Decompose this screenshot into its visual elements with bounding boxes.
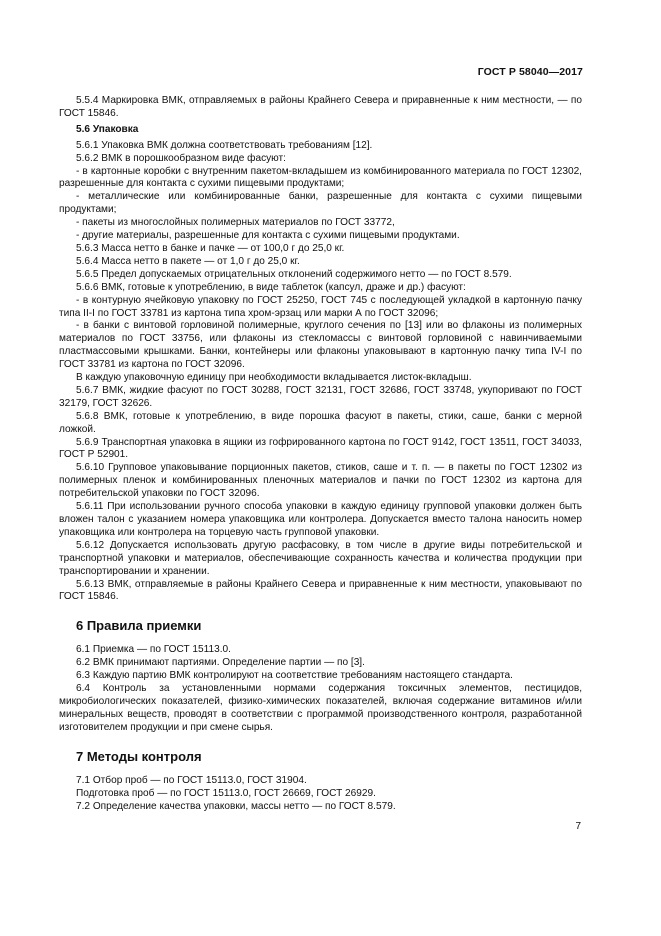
paragraph-5-5-4: 5.5.4 Маркировка ВМК, отправляемых в районы Крайнего Севера и приравненные к ним местности, — по ГОСТ 15846. (59, 95, 582, 119)
paragraph-7-1: 7.1 Отбор проб — по ГОСТ 15113.0, ГОСТ 31904. (76, 774, 307, 786)
paragraph-6-2: 6.2 ВМК принимают партиями. Определение партии — по [3]. (76, 657, 365, 669)
paragraph-5-6-11: 5.6.11 При использовании ручного способа упаковки в каждую единицу групповой упаковки должен быть вложен талон с указанием номера упаковщика или контролера. Допускается вместо талона наносить номер упаковщика или контролера на торцевую часть групповой упаковки. (59, 501, 582, 538)
list-item: - в контурную ячейковую упаковку по ГОСТ 25250, ГОСТ 745 с последующей укладкой в картонную пачку типа II-I по ГОСТ 33781 из картона типа хром-эрзац или марки А по ГОСТ 32096; (59, 294, 582, 319)
document-body (59, 95, 582, 813)
section-heading-7: 7 Методы контроля (76, 748, 202, 764)
paragraph-5-6-4: 5.6.4 Масса нетто в пакете — от 1,0 г до 25,0 кг. (76, 255, 300, 267)
subsection-heading-5-6: 5.6 Упаковка (76, 123, 139, 135)
paragraph-5-6-7: 5.6.7 ВМК, жидкие фасуют по ГОСТ 30288, ГОСТ 32131, ГОСТ 32686, ГОСТ 33748, укупоривают по ГОСТ 32179, ГОСТ 32626. (59, 384, 582, 409)
paragraph-5-6-6: 5.6.6 ВМК, готовые к употреблению, в виде таблеток (капсул, драже и др.) фасуют: (76, 281, 466, 293)
paragraph-5-6-1: 5.6.1 Упаковка ВМК должна соответствовать требованиям [12]. (76, 139, 373, 151)
section-heading-6: 6 Правила приемки (76, 618, 202, 634)
paragraph-5-6-8: 5.6.8 ВМК, готовые к употреблению, в виде порошка фасуют в пакеты, стики, саше, банки с мерной ложкой. (59, 410, 582, 435)
paragraph-5-6-2: 5.6.2 ВМК в порошкообразном виде фасуют: (76, 152, 286, 164)
paragraph-5-6-12: 5.6.12 Допускается использовать другую расфасовку, в том числе в другие виды потребительской и транспортной упаковки и материалов, обеспечивающие сохранность качества и количества продукции при транспортировании и хранении. (59, 539, 582, 577)
paragraph-5-6-9: 5.6.9 Транспортная упаковка в ящики из гофрированного картона по ГОСТ 9142, ГОСТ 13511, ГОСТ 34033, ГОСТ Р 52901. (59, 436, 582, 461)
paragraph-5-6-3: 5.6.3 Масса нетто в банке и пачке — от 100,0 г до 25,0 кг. (76, 242, 345, 254)
paragraph-sample-prep: Подготовка проб — по ГОСТ 15113.0, ГОСТ 26669, ГОСТ 26929. (76, 787, 376, 799)
paragraph-5-6-13: 5.6.13 ВМК, отправляемые в районы Крайнего Севера и приравненные к ним местности, упаковывают по ГОСТ 15846. (59, 578, 582, 603)
standard-designation: ГОСТ Р 58040—2017 (477, 66, 583, 78)
list-item: - пакеты из многослойных полимерных материалов по ГОСТ 33772, (76, 217, 395, 229)
paragraph-5-6-5: 5.6.5 Предел допускаемых отрицательных отклонений содержимого нетто — по ГОСТ 8.579. (76, 268, 512, 280)
paragraph-6-4: 6.4 Контроль за установленными нормами содержания токсичных элементов, пестицидов, микробиологических показателей, физико-химических показателей, включая содержание витаминов и/или минеральных веществ, проводят в соответствии с программой производственного контроля, разработанной изготовителем продукции и при смене сырья. (59, 683, 582, 733)
list-item: - в картонные коробки с внутренним пакетом-вкладышем из комбинированного материала по ГОСТ 12302, разрешенные для контакта с сухими пищевыми продуктами; (59, 165, 582, 190)
paragraph-5-6-10: 5.6.10 Групповое упаковывание порционных пакетов, стиков, саше и т. п. — в пакеты по ГОСТ 12302 из полимерных пленок и комбинированных пленочных материалов и пачки по ГОСТ 12302 из картона для потребительской упаковки по ГОСТ 32096. (59, 462, 582, 500)
list-item: - в банки с винтовой горловиной полимерные, круглого сечения по [13] или во флаконы из полимерных материалов по ГОСТ 33756, или флаконы из стекломассы с винтовой горловиной с навинчиваемыми пластмассовыми крышками. Банки, контейнеры или флаконы упаковывают в картонную пачку типа IV-I по ГОСТ 33781 из картона по ГОСТ 32096. (59, 320, 582, 371)
paragraph-7-2: 7.2 Определение качества упаковки, массы нетто — по ГОСТ 8.579. (76, 800, 396, 812)
paragraph-insert-note: В каждую упаковочную единицу при необходимости вкладывается листок-вкладыш. (76, 372, 472, 384)
list-item: - металлические или комбинированные банки, разрешенные для контакта с сухими пищевыми продуктами; (59, 191, 582, 216)
list-item: - другие материалы, разрешенные для контакта с сухими пищевыми продуктами. (76, 230, 460, 242)
paragraph-6-3: 6.3 Каждую партию ВМК контролируют на соответствие требованиям настоящего стандарта. (76, 670, 513, 682)
paragraph-6-1: 6.1 Приемка — по ГОСТ 15113.0. (76, 644, 231, 656)
page-number: 7 (575, 821, 581, 832)
